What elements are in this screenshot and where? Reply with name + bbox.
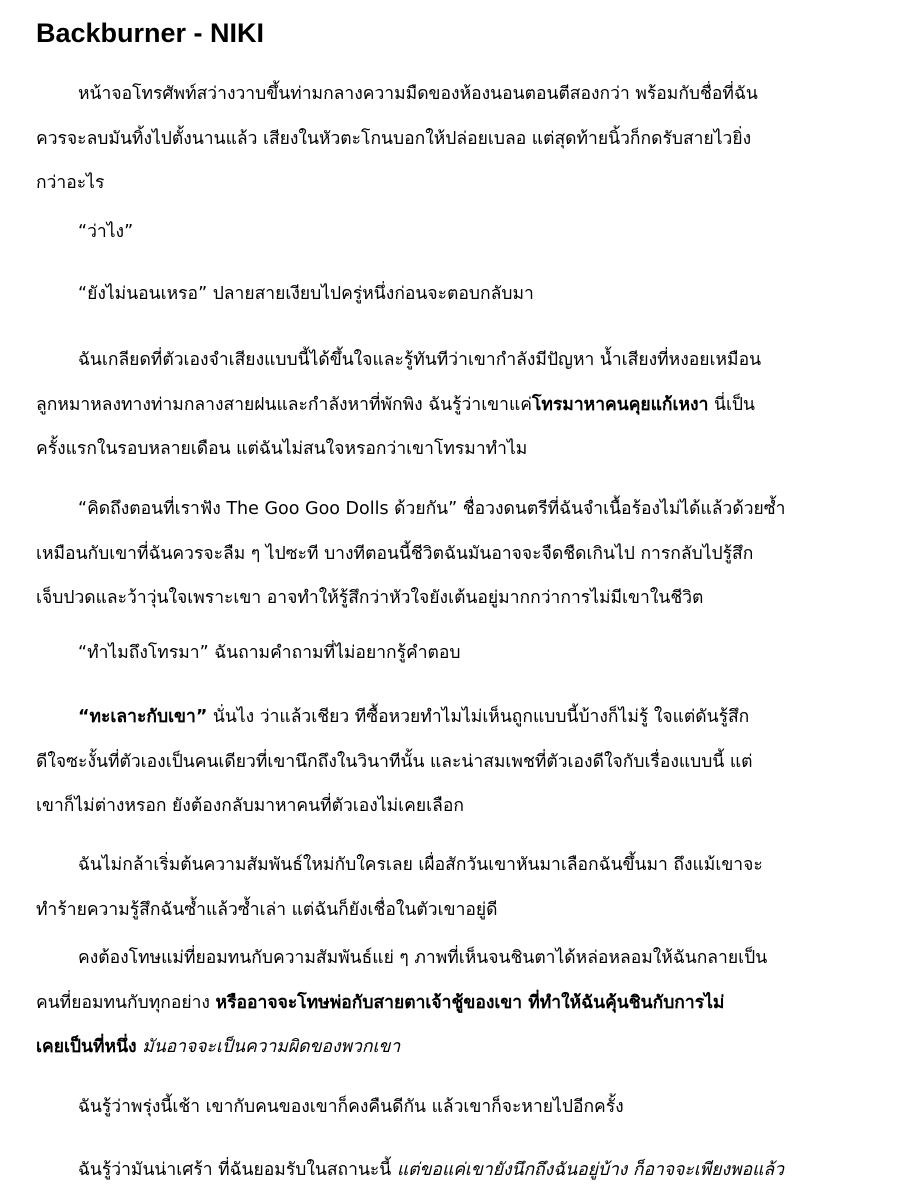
italic-text: แต่ขอแค่เขายังนึกถึงฉันอยู่บ้าง ก็อาจจะเพียงพอแล้ว bbox=[396, 1160, 784, 1180]
text-line bbox=[36, 631, 874, 676]
text-run: นี่เป็น bbox=[708, 394, 756, 415]
text-line bbox=[36, 740, 874, 785]
text-run: หน้าจอโทรศัพท์สว่างวาบขึ้นท่ามกลางความมืดของห้องนอนตอนตีสองกว่า พร้อมกับชื่อที่ฉัน bbox=[78, 84, 758, 104]
text-run: ฉันเกลียดที่ตัวเองจำเสียงแบบนี้ได้ขึ้นใจและรู้ทันทีว่าเขากำลังมีปัญหา น้ำเสียงที่หงอยเหมือน bbox=[78, 350, 762, 370]
paragraph bbox=[36, 72, 874, 206]
text-line bbox=[36, 888, 874, 933]
text-run: ฉันไม่กล้าเริ่มต้นความสัมพันธ์ใหม่กับใครเลย เผื่อสักวันเขาหันมาเลือกฉันขึ้นมา ถึงแม้เขาจะ bbox=[78, 855, 763, 875]
text-run: ฉันรู้ว่าพรุ่งนี้เช้า เขากับคนของเขาก็คงคืนดีกัน แล้วเขาก็จะหายไปอีกครั้ง bbox=[78, 1097, 624, 1117]
paragraph bbox=[36, 843, 874, 932]
text-run: คงต้องโทษแม่ที่ยอมทนกับความสัมพันธ์แย่ ๆ ภาพที่เห็นจนชินตาได้หล่อหลอมให้ฉันกลายเป็น bbox=[78, 948, 768, 968]
paragraph bbox=[36, 338, 874, 472]
paragraph bbox=[36, 631, 874, 676]
text-run: “คิดถึงตอนที่เราฟัง The Goo Goo Dolls ด้วยกัน” ชื่อวงดนตรีที่ฉันจำเนื้อร้องไม่ได้แล้วด้วยซ้ำ bbox=[78, 499, 786, 519]
text-run: ครั้งแรกในรอบหลายเดือน แต่ฉันไม่สนใจหรอกว่าเขาโทรมาทำไม bbox=[36, 439, 528, 460]
text-line bbox=[36, 272, 874, 317]
text-line bbox=[36, 487, 874, 532]
text-line bbox=[36, 117, 874, 162]
text-line bbox=[36, 383, 874, 428]
text-run: “ยังไม่นอนเหรอ” ปลายสายเงียบไปครู่หนึ่งก่อนจะตอบกลับมา bbox=[78, 284, 534, 304]
text-run: ทำร้ายความรู้สึกฉันซ้ำแล้วซ้ำเล่า แต่ฉันก็ยังเชื่อในตัวเขาอยู่ดี bbox=[36, 899, 498, 920]
text-run: “ว่าไง” bbox=[78, 222, 134, 242]
text-run: คนที่ยอมทนกับทุกอย่าง bbox=[36, 992, 216, 1013]
text-line bbox=[36, 338, 874, 383]
paragraph bbox=[36, 210, 874, 255]
text-run: เขาก็ไม่ต่างหรอก ยังต้องกลับมาหาคนที่ตัวเองไม่เคยเลือก bbox=[36, 796, 464, 817]
document-title: Backburner - NIKI bbox=[36, 18, 265, 48]
text-run: ลูกหมาหลงทางท่ามกลางสายฝนและกำลังหาที่พักพิง ฉันรู้ว่าเขาแค่ bbox=[36, 394, 532, 415]
text-line bbox=[36, 1085, 874, 1130]
text-line bbox=[36, 576, 874, 621]
text-line bbox=[36, 1148, 874, 1193]
bold-text: หรืออาจจะโทษพ่อกับสายตาเจ้าชู้ของเขา ที่ทำให้ฉันคุ้นชินกับการไม่ bbox=[215, 992, 725, 1013]
text-run: กว่าอะไร bbox=[36, 173, 105, 194]
paragraph bbox=[36, 487, 874, 621]
paragraph bbox=[36, 936, 874, 1070]
paragraph bbox=[36, 272, 874, 317]
text-run: เจ็บปวดและว้าวุ่นใจเพราะเขา อาจทำให้รู้สึกว่าหัวใจยังเต้นอยู่มากกว่าการไม่มีเขาในชีวิต bbox=[36, 588, 704, 609]
text-run: เหมือนกับเขาที่ฉันควรจะลืม ๆ ไปซะที บางทีตอนนี้ชีวิตฉันมันอาจจะจืดชืดเกินไป การกลับไปรู้สึก bbox=[36, 543, 754, 564]
paragraph bbox=[36, 1085, 874, 1130]
bold-text: โทรมาหาคนคุยแก้เหงา bbox=[531, 394, 709, 415]
text-line bbox=[36, 1025, 874, 1070]
text-line bbox=[36, 210, 874, 255]
text-line bbox=[36, 532, 874, 577]
text-run: ควรจะลบมันทิ้งไปตั้งนานแล้ว เสียงในหัวตะโกนบอกให้ปล่อยเบลอ แต่สุดท้ายนิ้วก็กดรับสายไวยิ่ง bbox=[36, 128, 752, 149]
text-run: ดีใจซะงั้นที่ตัวเองเป็นคนเดียวที่เขานึกถึงในวินาทีนั้น และน่าสมเพชที่ตัวเองดีใจกับเรื่องแบบนี้ แต่ bbox=[36, 751, 753, 772]
text-line bbox=[36, 161, 874, 206]
text-line bbox=[36, 843, 874, 888]
text-run: นั่นไง ว่าแล้วเชียว ทีซื้อหวยทำไมไม่เห็นถูกแบบนี้บ้างก็ไม่รู้ ใจแต่ดันรู้สึก bbox=[207, 707, 750, 727]
text-run: “ทำไมถึงโทรมา” ฉันถามคำถามที่ไม่อยากรู้คำตอบ bbox=[78, 643, 461, 663]
text-line bbox=[36, 936, 874, 981]
text-line bbox=[36, 695, 874, 740]
text-run: ฉันรู้ว่ามันน่าเศร้า ที่ฉันยอมรับในสถานะนี้ bbox=[78, 1160, 397, 1180]
text-line bbox=[36, 981, 874, 1026]
paragraph bbox=[36, 695, 874, 829]
bold-text: เคยเป็นที่หนึ่ง bbox=[36, 1037, 137, 1058]
bold-text: “ทะเลาะกับเขา” bbox=[78, 707, 208, 727]
text-line bbox=[36, 427, 874, 472]
paragraph bbox=[36, 1148, 874, 1193]
text-line bbox=[36, 72, 874, 117]
text-line bbox=[36, 784, 874, 829]
italic-text: มันอาจจะเป็นความผิดของพวกเขา bbox=[142, 1037, 401, 1058]
